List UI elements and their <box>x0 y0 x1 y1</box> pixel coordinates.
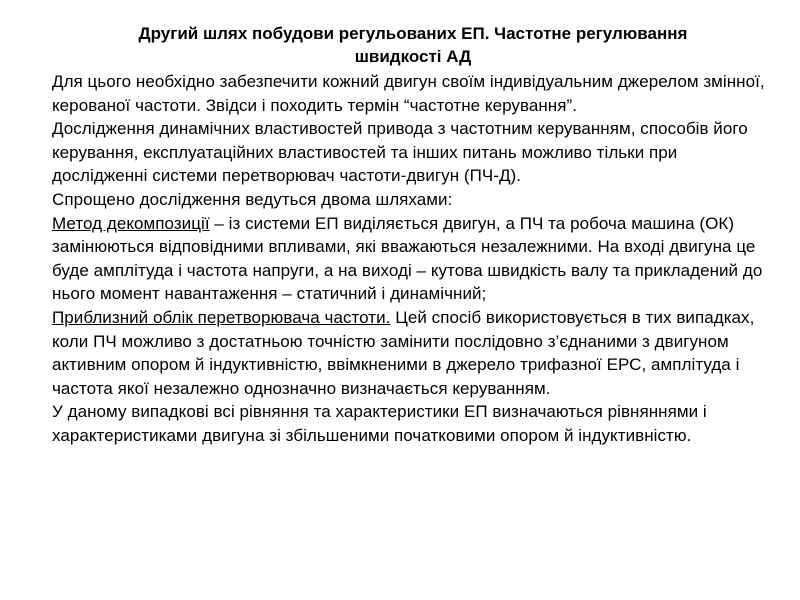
approximate-method-heading: Приблизний облік перетворювача частоти. <box>52 307 391 327</box>
decomposition-method-text: – із системи ЕП виділяється двигун, а ПЧ та робоча машина (ОК) замінюються відповідними впливами, які вважаються незалежними. На вході двигуна це буде амплітуда і частота напруги, а на виході – кутова швидкість валу та прикладений до нього момент навантаження – статичний і динамічний; <box>52 213 763 304</box>
paragraph-two-ways: Спрощено дослідження ведуться двома шляхами: <box>52 189 453 209</box>
paragraph-intro: Для цього необхідно забезпечити кожний двигун своїм індивідуальним джерелом змінної, керованої частоти. Звідси і походить термін “частотне керування”. <box>52 72 765 115</box>
approximate-method-text: Цей спосіб використовується в тих випадках, коли ПЧ можливо з достатньою точністю замінити послідовно з’єднаними з двигуном активним опором й індуктивністю, ввімкненими в джерело трифазної ЕРС, амплітуда і частота якої незалежно однозначно визначається керуванням. <box>52 307 755 398</box>
paragraph-approximate <box>52 306 770 400</box>
slide-title-line-1: Другий шлях побудови регульованих ЕП. Частотне регулювання <box>138 24 688 43</box>
paragraph-research: Дослідження динамічних властивостей привода з частотним керуванням, способів його керування, експлуатаційних властивостей та інших питань можливо тільки при дослідженні системи перетворювач частоти-двигун (ПЧ-Д). <box>52 119 748 186</box>
paragraph-decomposition <box>52 212 770 306</box>
slide-title <box>52 22 770 68</box>
decomposition-method-heading: Метод декомпозиції <box>52 213 210 233</box>
slide-title-line-2: швидкості АД <box>354 47 472 66</box>
paragraph-conclusion: У даному випадкові всі рівняння та характеристики ЕП визначаються рівняннями і характеристиками двигуна зі збільшеними початковими опором й індуктивністю. <box>52 402 707 445</box>
slide-body <box>52 70 770 448</box>
